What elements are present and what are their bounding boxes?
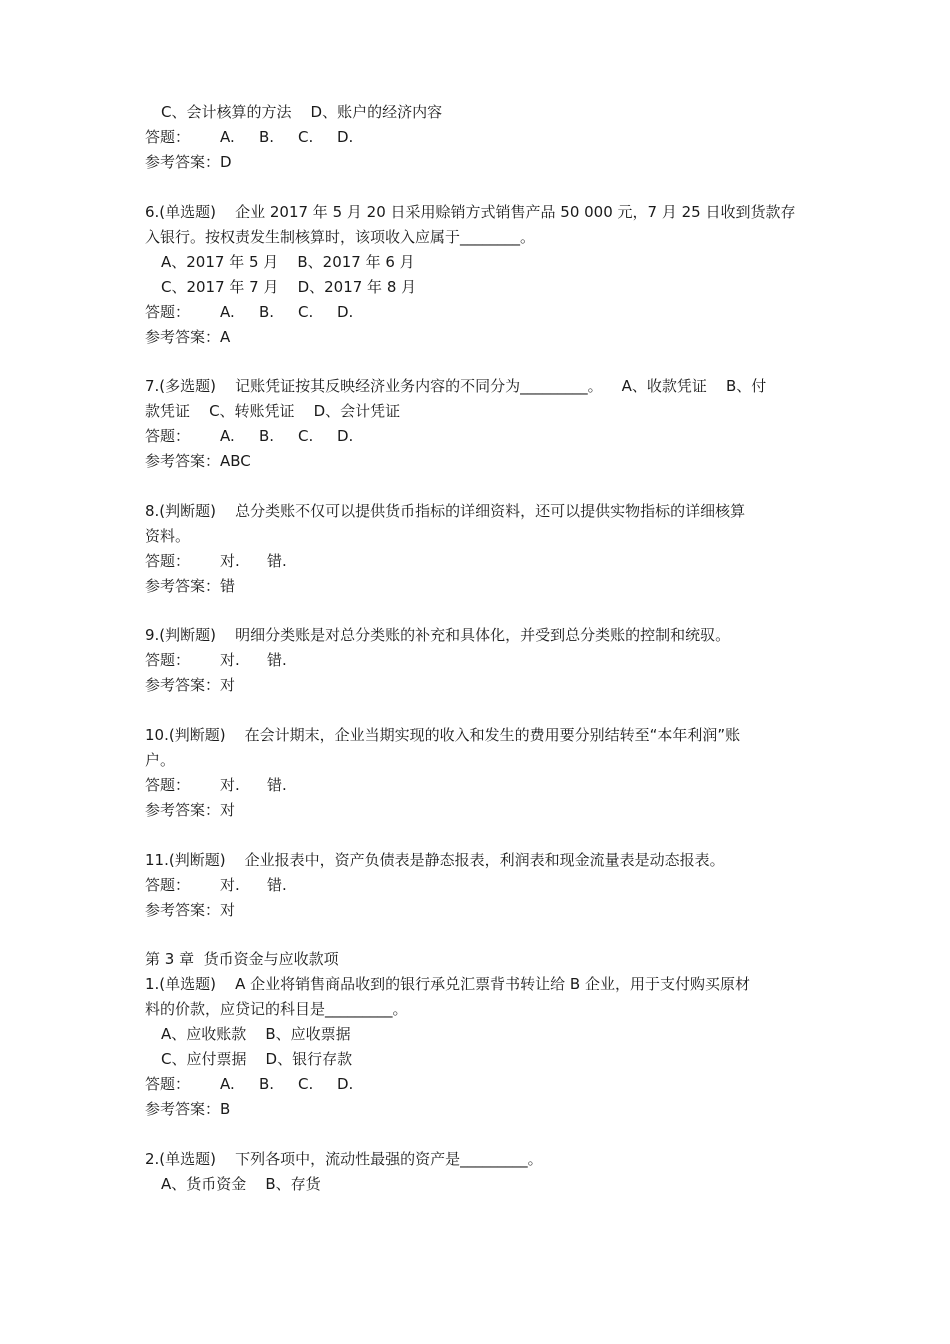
question-6-options-cd: C、2017 年 7 月 D、2017 年 8 月 bbox=[161, 277, 417, 296]
chapter3-question-1-options-ab: A、应收账款 B、应收票据 bbox=[161, 1025, 351, 1044]
answer-option-b[interactable]: B. bbox=[259, 1075, 275, 1094]
answer-option-d[interactable]: D. bbox=[337, 128, 354, 146]
chapter-heading: 第 3 章 货币资金与应收款项 bbox=[145, 950, 339, 969]
answer-label: 答题： bbox=[145, 551, 191, 570]
document-page bbox=[145, 100, 815, 1197]
question-11-answer-row bbox=[145, 873, 815, 898]
question-11-reference-answer bbox=[145, 898, 815, 923]
answer-option-true[interactable]: 对. bbox=[220, 775, 240, 794]
chapter3-question-2-stem-line-1: 2.(单选题) 下列各项中，流动性最强的资产是_________。 bbox=[145, 1149, 543, 1168]
answer-option-false[interactable]: 错. bbox=[267, 875, 287, 894]
answer-label: 答题： bbox=[145, 1075, 191, 1094]
reference-value: A bbox=[220, 327, 231, 346]
answer-label: 答题： bbox=[145, 427, 191, 446]
answer-option-c[interactable]: C. bbox=[298, 1075, 314, 1094]
chapter3-question-1-answer-row bbox=[145, 1072, 815, 1097]
answer-option-d[interactable]: D. bbox=[337, 1075, 354, 1094]
chapter3-question-1-stem-line-2: 料的价款，应贷记的科目是_________。 bbox=[145, 1000, 408, 1019]
options-line: C、会计核算的方法 D、账户的经济内容 bbox=[161, 103, 443, 121]
question-7-stem-line-1: 7.(多选题) 记账凭证按其反映经济业务内容的不同分为_________。 A、收款凭证 B、付 bbox=[145, 377, 767, 396]
answer-option-a[interactable]: A. bbox=[220, 427, 235, 446]
chapter3-question-2-options-ab: A、货币资金 B、存货 bbox=[161, 1174, 321, 1193]
question-6-answer-row bbox=[145, 300, 815, 325]
reference-value: D bbox=[220, 153, 232, 171]
reference-value: 错 bbox=[220, 576, 236, 595]
answer-option-false[interactable]: 错. bbox=[267, 775, 287, 794]
answer-label: 答题： bbox=[145, 775, 191, 794]
question-6-stem-line-1: 6.(单选题) 企业 2017 年 5 月 20 日采用赊销方式销售产品 50 000 元，7 月 25 日收到货款存 bbox=[145, 202, 796, 221]
chapter3-question-1-options-cd: C、应付票据 D、银行存款 bbox=[161, 1050, 353, 1069]
answer-option-d[interactable]: D. bbox=[337, 302, 354, 321]
answer-option-true[interactable]: 对. bbox=[220, 551, 240, 570]
reference-label: 参考答案： bbox=[145, 452, 221, 471]
question-6-options-ab: A、2017 年 5 月 B、2017 年 6 月 bbox=[161, 252, 415, 271]
question-6-stem-line-2: 入银行。按权责发生制核算时，该项收入应属于________。 bbox=[145, 227, 536, 246]
answer-option-c[interactable]: C. bbox=[298, 128, 314, 146]
answer-option-true[interactable]: 对. bbox=[220, 875, 240, 894]
reference-label: 参考答案： bbox=[145, 800, 221, 819]
answer-option-b[interactable]: B. bbox=[259, 128, 275, 146]
answer-option-b[interactable]: B. bbox=[259, 302, 275, 321]
answer-option-a[interactable]: A. bbox=[220, 1075, 235, 1094]
answer-option-false[interactable]: 错. bbox=[267, 651, 287, 670]
answer-option-c[interactable]: C. bbox=[298, 427, 314, 446]
question-9-answer-row bbox=[145, 648, 815, 673]
chapter3-question-1-reference-answer bbox=[145, 1097, 815, 1122]
reference-value: B bbox=[220, 1100, 231, 1119]
reference-value: 对 bbox=[220, 900, 236, 919]
answer-option-b[interactable]: B. bbox=[259, 427, 275, 446]
question-8-reference-answer bbox=[145, 574, 815, 599]
reference-label: 参考答案： bbox=[145, 676, 221, 695]
reference-answer bbox=[145, 150, 815, 175]
question-10-reference-answer bbox=[145, 798, 815, 823]
answer-option-false[interactable]: 错. bbox=[267, 551, 287, 570]
question-8-answer-row bbox=[145, 549, 815, 574]
answer-label: 答题： bbox=[145, 128, 191, 146]
question-7-answer-row bbox=[145, 424, 815, 449]
reference-label: 参考答案： bbox=[145, 327, 221, 346]
question-9-reference-answer bbox=[145, 673, 815, 698]
answer-option-d[interactable]: D. bbox=[337, 427, 354, 446]
reference-label: 参考答案： bbox=[145, 576, 221, 595]
question-9-stem-line-1: 9.(判断题) 明细分类账是对总分类账的补充和具体化，并受到总分类账的控制和统驭。 bbox=[145, 626, 731, 645]
reference-value: 对 bbox=[220, 800, 236, 819]
answer-option-a[interactable]: A. bbox=[220, 128, 235, 146]
question-6-reference-answer bbox=[145, 325, 815, 350]
chapter3-question-1-stem-line-1: 1.(单选题) A 企业将销售商品收到的银行承兑汇票背书转让给 B 企业，用于支付购买原材 bbox=[145, 975, 750, 994]
answer-label: 答题： bbox=[145, 302, 191, 321]
question-7-stem-line-2: 款凭证 C、转账凭证 D、会计凭证 bbox=[145, 402, 401, 421]
question-10-stem-line-1: 10.(判断题) 在会计期末，企业当期实现的收入和发生的费用要分别结转至“本年利润”账 bbox=[145, 725, 741, 744]
answer-row bbox=[145, 125, 815, 150]
question-8-stem-line-1: 8.(判断题) 总分类账不仅可以提供货币指标的详细资料，还可以提供实物指标的详细核算 bbox=[145, 501, 746, 520]
question-10-answer-row bbox=[145, 773, 815, 798]
answer-option-true[interactable]: 对. bbox=[220, 651, 240, 670]
question-11-stem-line-1: 11.(判断题) 企业报表中，资产负债表是静态报表，利润表和现金流量表是动态报表。 bbox=[145, 850, 725, 869]
reference-label: 参考答案： bbox=[145, 900, 221, 919]
reference-label: 参考答案： bbox=[145, 153, 221, 171]
reference-value: 对 bbox=[220, 676, 236, 695]
question-8-stem-line-2: 资料。 bbox=[145, 526, 191, 545]
question-7-reference-answer bbox=[145, 449, 815, 474]
answer-option-a[interactable]: A. bbox=[220, 302, 235, 321]
answer-option-c[interactable]: C. bbox=[298, 302, 314, 321]
reference-label: 参考答案： bbox=[145, 1100, 221, 1119]
reference-value: ABC bbox=[220, 452, 251, 471]
question-10-stem-line-2: 户。 bbox=[145, 750, 176, 769]
answer-label: 答题： bbox=[145, 875, 191, 894]
answer-label: 答题： bbox=[145, 651, 191, 670]
